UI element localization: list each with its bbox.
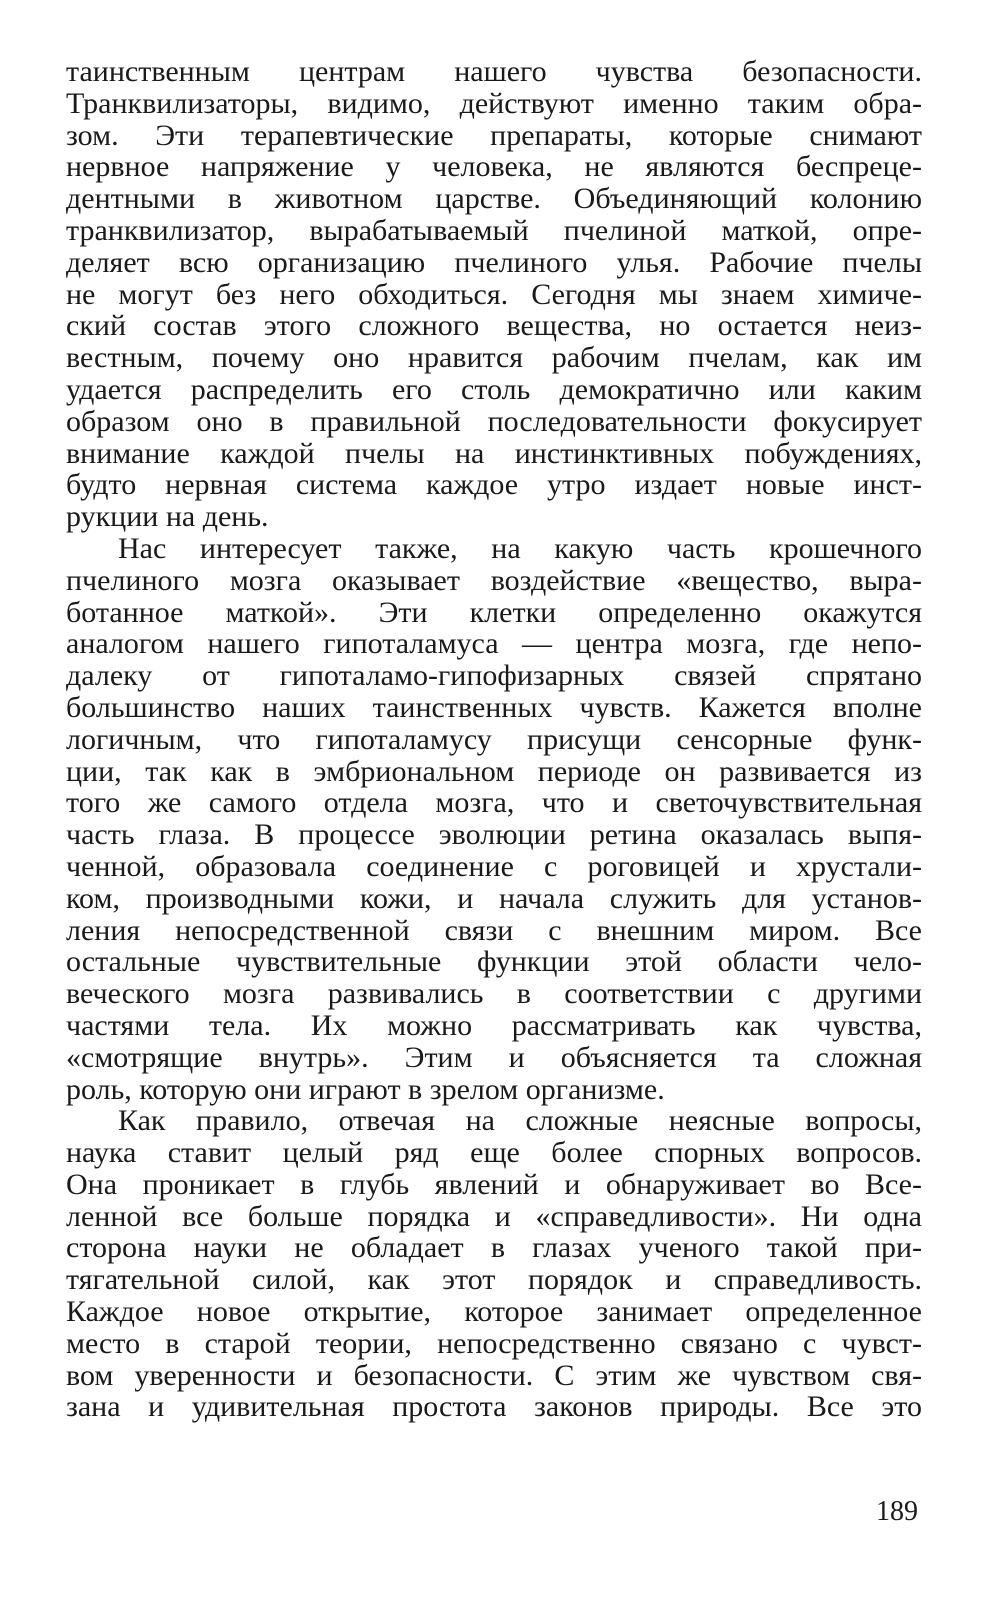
- text-line: наука ставит целый ряд еще более спорных вопросов.: [66, 1136, 922, 1170]
- text-line: тягательной силой, как этот порядок и справедливость.: [66, 1263, 922, 1297]
- page-body: [66, 56, 922, 1423]
- text-line: аналогом нашего гипоталамуса — центра мозга, где непо-: [66, 627, 922, 661]
- text-line: того же самого отдела мозга, что и светочувствительная: [66, 786, 922, 820]
- text-line: часть глаза. В процессе эволюции ретина оказалась выпя-: [66, 818, 922, 852]
- text-line: остальные чувствительные функции этой области чело-: [66, 945, 922, 979]
- text-line: Как правило, отвечая на сложные неясные вопросы,: [118, 1104, 922, 1138]
- paragraph-1: [66, 56, 922, 533]
- text-line: таинственным центрам нашего чувства безопасности.: [66, 55, 922, 88]
- text-line: вом уверенности и безопасности. С этим же чувством свя-: [66, 1358, 922, 1392]
- text-line: внимание каждой пчелы на инстинктивных побуждениях,: [66, 436, 922, 470]
- text-line: веческого мозга развивались в соответствии с другими: [66, 977, 922, 1011]
- text-line: пчелиного мозга оказывает воздействие «вещество, выра-: [66, 563, 922, 597]
- text-line: зана и удивительная простота законов природы. Все это: [66, 1390, 922, 1424]
- text-line: нервное напряжение у человека, не являются беспреце-: [66, 150, 922, 184]
- text-line: логичным, что гипоталамусу присущи сенсорные функ-: [66, 722, 922, 756]
- text-line: ленной все больше порядка и «справедливости». Ни одна: [66, 1199, 922, 1233]
- text-line: ком, производными кожи, и начала служить для установ-: [66, 881, 922, 915]
- text-line: место в старой теории, непосредственно связано с чувст-: [66, 1326, 922, 1360]
- text-line: ченной, образовала соединение с роговицей и хрустали-: [66, 849, 922, 883]
- text-line: Она проникает в глубь явлений и обнаруживает во Все-: [66, 1167, 922, 1201]
- text-line: зом. Эти терапевтические препараты, которые снимают: [66, 118, 922, 152]
- text-line: дентными в животном царстве. Объединяющий колонию: [66, 182, 922, 216]
- text-line: образом оно в правильной последовательности фокусирует: [66, 404, 922, 438]
- text-line: Каждое новое открытие, которое занимает определенное: [66, 1295, 922, 1329]
- text-line: деляет всю организацию пчелиного улья. Рабочие пчелы: [66, 245, 922, 279]
- text-line: удается распределить его столь демократично или каким: [66, 372, 922, 406]
- text-line: ский состав этого сложного вещества, но остается неиз-: [66, 309, 922, 343]
- text-line: Нас интересует также, на какую часть крошечного: [118, 531, 922, 565]
- text-line: ботанное маткой». Эти клетки определенно окажутся: [66, 595, 922, 629]
- text-line: большинство наших таинственных чувств. Кажется вполне: [66, 690, 922, 724]
- text-line: ции, так как в эмбриональном периоде он развивается из: [66, 754, 922, 788]
- text-line: рукции на день.: [66, 500, 269, 534]
- text-line: не могут без него обходиться. Сегодня мы знаем химиче-: [66, 277, 922, 311]
- text-line: транквилизатор, вырабатываемый пчелиной маткой, опре-: [66, 213, 922, 247]
- paragraph-2: [66, 533, 922, 1105]
- paragraph-3: [66, 1105, 922, 1423]
- text-line: ления непосредственной связи с внешним миром. Все: [66, 913, 922, 947]
- text-line: частями тела. Их можно рассматривать как чувства,: [66, 1008, 922, 1042]
- text-line: роль, которую они играют в зрелом организме.: [66, 1072, 665, 1106]
- text-line: будто нервная система каждое утро издает новые инст-: [66, 468, 922, 502]
- text-line: сторона науки не обладает в глазах ученого такой при-: [66, 1231, 922, 1265]
- text-line: Транквилизаторы, видимо, действуют именно таким обра-: [66, 86, 922, 120]
- text-line: далеку от гипоталамо-гипофизарных связей спрятано: [66, 659, 922, 693]
- text-line: «смотрящие внутрь». Этим и объясняется та сложная: [66, 1040, 922, 1074]
- page-number: 189: [876, 1496, 918, 1527]
- text-line: вестным, почему оно нравится рабочим пчелам, как им: [66, 341, 922, 375]
